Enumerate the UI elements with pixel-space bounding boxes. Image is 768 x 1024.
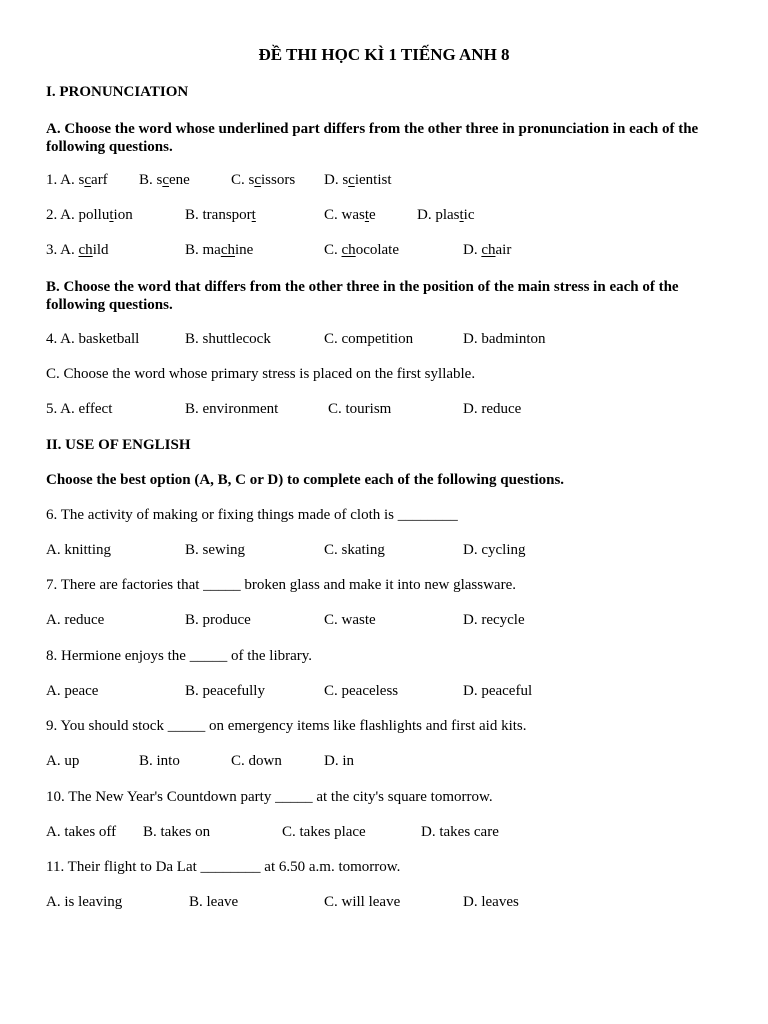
q7-option-b: B. produce [185,612,251,628]
q6-option-c: C. skating [324,542,385,558]
q2-option-c: C. waste [324,207,376,223]
q6-option-b: B. sewing [185,542,245,558]
q5-option-b: B. environment [185,401,279,417]
question-4 [0,331,768,351]
q10-option-d: D. takes care [421,824,499,840]
q3-option-c: C. chocolate [324,242,399,258]
q8-option-c: C. peaceless [324,683,399,699]
q7-option-d: D. recycle [463,612,525,628]
q9-option-d: D. in [324,753,354,769]
question-11-options [0,894,768,914]
q11-option-c: C. will leave [324,894,401,910]
q9-option-c: C. down [231,753,282,769]
q3-option-d: D. chair [463,242,512,258]
q5-option-a: 5. A. effect [46,401,113,417]
q10-option-b: B. takes on [143,824,211,840]
q5-option-d: D. reduce [463,401,522,417]
q2-option-d: D. plastic [417,207,475,223]
q6-stem: 6. The activity of making or fixing things made of cloth is ________ [46,507,458,523]
question-3 [0,242,768,262]
question-7-options [0,612,768,632]
q2-option-b: B. transport [185,207,256,223]
q7-stem: 7. There are factories that _____ broken glass and make it into new glassware. [46,577,516,593]
q1-option-d: D. scientist [324,172,392,188]
part-b-instruction: B. Choose the word that differs from the other three in the position of the main stress in each of the following questions. [46,279,679,313]
question-9-options [0,753,768,773]
q7-option-a: A. reduce [46,612,105,628]
page-title: ĐỀ THI HỌC KÌ 1 TIẾNG ANH 8 [258,45,510,64]
question-10-options [0,824,768,844]
q11-stem: 11. Their flight to Da Lat ________ at 6.50 a.m. tomorrow. [46,859,401,875]
q3-option-b: B. machine [185,242,254,258]
q4-option-c: C. competition [324,331,414,347]
question-8-options [0,683,768,703]
q9-option-b: B. into [139,753,180,769]
section-use-of-english-heading: II. USE OF ENGLISH [46,437,191,453]
q10-option-c: C. takes place [282,824,366,840]
q11-option-b: B. leave [189,894,239,910]
question-2 [0,207,768,227]
q1-option-a: 1. A. scarf [46,172,108,188]
part-a-instruction: A. Choose the word whose underlined part differs from the other three in pronunciation in each of the following questions. [46,121,699,155]
q1-option-b: B. scene [139,172,190,188]
q6-option-d: D. cycling [463,542,526,558]
q4-option-a: 4. A. basketball [46,331,140,347]
part-c-instruction: C. Choose the word whose primary stress is placed on the first syllable. [46,366,476,382]
q8-option-b: B. peacefully [185,683,265,699]
q8-option-a: A. peace [46,683,99,699]
q9-option-a: A. up [46,753,80,769]
q3-option-a: 3. A. child [46,242,109,258]
q5-option-c: C. tourism [328,401,392,417]
q1-option-c: C. scissors [231,172,296,188]
section-pronunciation-heading: I. PRONUNCIATION [46,84,189,100]
question-1 [0,172,768,192]
question-5 [0,401,768,421]
q9-stem: 9. You should stock _____ on emergency items like flashlights and first aid kits. [46,718,527,734]
question-6-options [0,542,768,562]
q4-option-b: B. shuttlecock [185,331,271,347]
q8-stem: 8. Hermione enjoys the _____ of the library. [46,648,313,664]
q10-option-a: A. takes off [46,824,117,840]
use-of-english-instruction: Choose the best option (A, B, C or D) to complete each of the following questions. [46,472,565,488]
q11-option-a: A. is leaving [46,894,123,910]
q2-option-a: 2. A. pollution [46,207,133,223]
q6-option-a: A. knitting [46,542,112,558]
q8-option-d: D. peaceful [463,683,533,699]
q7-option-c: C. waste [324,612,376,628]
q4-option-d: D. badminton [463,331,546,347]
q10-stem: 10. The New Year's Countdown party _____ at the city's square tomorrow. [46,789,493,805]
q11-option-d: D. leaves [463,894,519,910]
